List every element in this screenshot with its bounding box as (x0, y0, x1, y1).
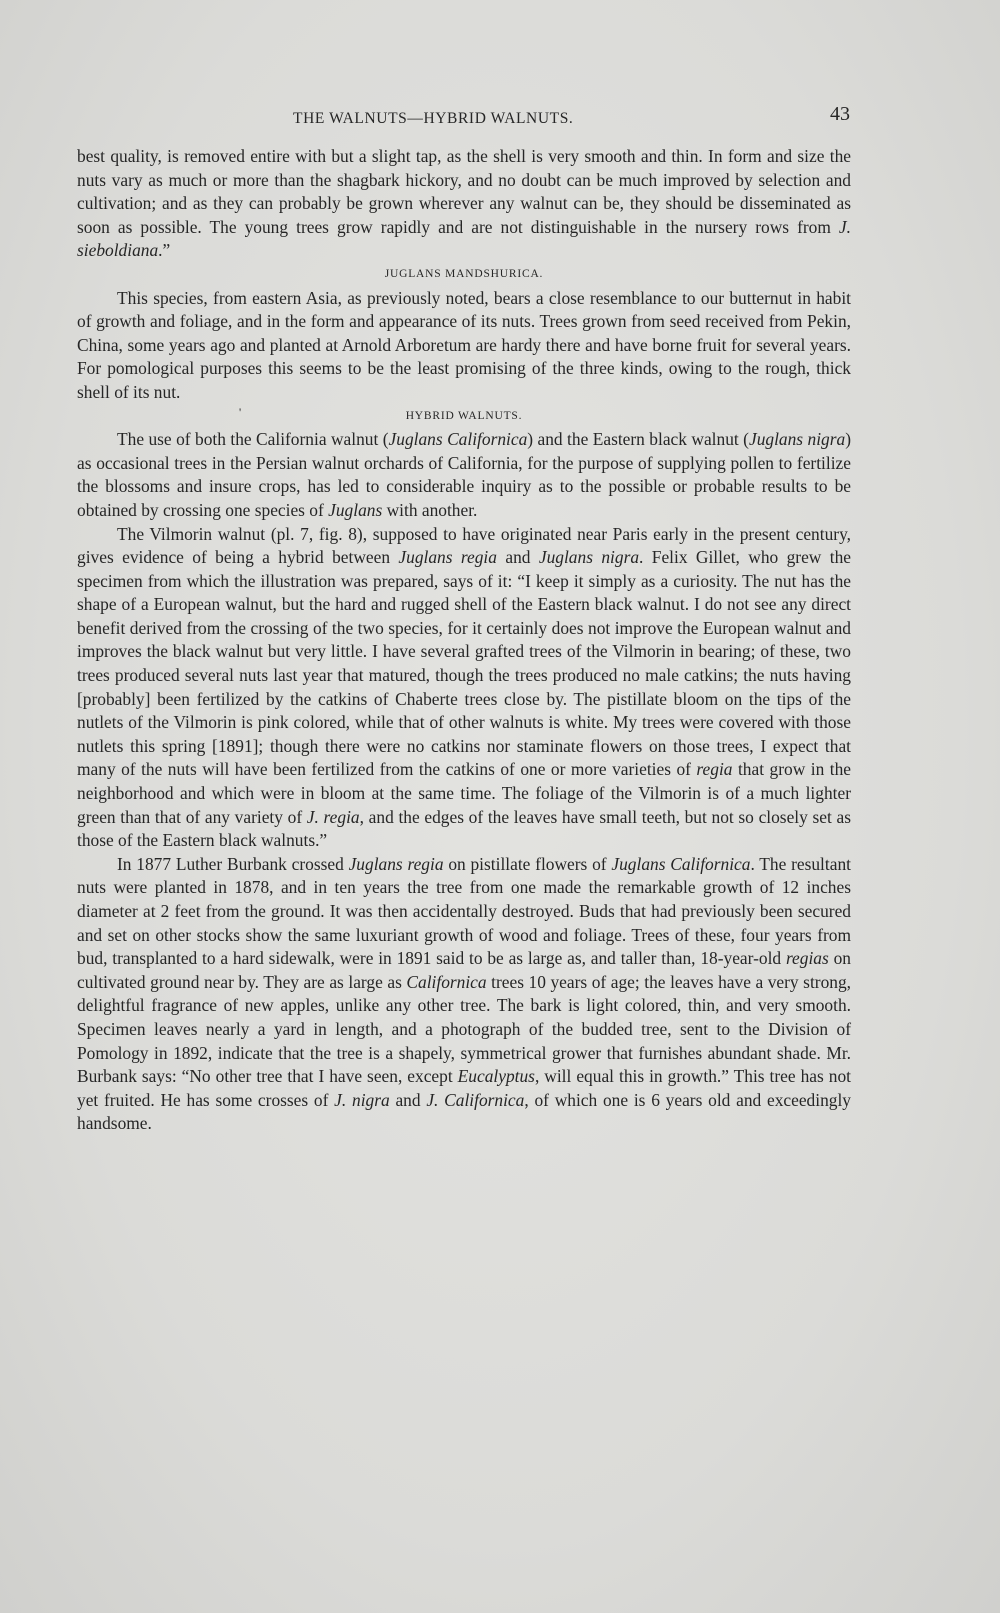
paragraph-burbank: In 1877 Luther Burbank crossed Juglans regia on pistillate flowers of Juglans Californica. The resultant nuts were planted in 1878, and in ten years the tree from one made the remarkable growth of 12 inches diameter at 2 feet from the ground. It was then accidentally destroyed. Buds that had previously been secured and set on other stocks show the same luxuriant growth of wood and foliage. Trees of these, four years from bud, transplanted to a hard sidewalk, were in 1891 said to be as large as, and taller than, 18-year-old regias on cultivated ground near by. They are as large as Californica trees 10 years of age; the leaves have a very strong, delightful fragrance of new apples, unlike any other tree. The bark is light colored, thin, and very smooth. Specimen leaves nearly a yard in length, and a photograph of the budded tree, sent to the Division of Pomology in 1892, indicate that the tree is a shapely, symmetrical grower that furnishes abundant shade. Mr. Burbank says: “No other tree that I have seen, except Eucalyptus, will equal this in growth.” This tree has not yet fruited. He has some crosses of J. nigra and J. Californica, of which one is 6 years old and exceedingly handsome. (77, 853, 852, 1134)
stray-mark: ' (239, 404, 242, 419)
body-text (77, 145, 851, 1136)
page-number: 43 (830, 103, 850, 125)
section-heading-hybrid-walnuts: ' HYBRID WALNUTS. (77, 405, 851, 429)
section-heading-juglans-mandshurica: JUGLANS MANDSHURICA. (384, 267, 544, 280)
paragraph-hybrid-intro: The use of both the California walnut (Juglans Californica) and the Eastern black walnut (Juglans nigra) as occasional trees in the Persian walnut orchards of California, for the purpose of supplying pollen to fertilize the blossoms and insure crops, has led to considerable inquiry as to the possible or probable results to be obtained by crossing one species of Juglans with another. (77, 429, 851, 520)
running-head: THE WALNUTS—HYBRID WALNUTS. (293, 110, 574, 127)
paragraph-mandshurica: This species, from eastern Asia, as previously noted, bears a close resemblance to our butternut in habit of growth and foliage, and in the form and appearance of its nuts. Trees grown from seed received from Pekin, China, some years ago and planted at Arnold Arboretum are hardy there and have borne fruit for several years. For pomological purposes this seems to be the least promising of the three kinds, owing to the rough, thick shell of its nut. (77, 287, 851, 402)
page-header (0, 103, 1000, 133)
paragraph-vilmorin: The Vilmorin walnut (pl. 7, fig. 8), supposed to have originated near Paris early in the present century, gives evidence of being a hybrid between Juglans regia and Juglans nigra. Felix Gillet, who grew the specimen from which the illustration was prepared, says of it: “I keep it simply as a curiosity. The nut has the shape of a European walnut, but the hard and rugged shell of the Eastern black walnut. I do not see any direct benefit derived from the crossing of the two species, for it certainly does not improve the European walnut and improves the black walnut but very little. I have several grafted trees of the Vilmorin in bearing; of these, two trees produced several nuts last year that matured, though the trees produced no male catkins; the nuts having [probably] been fertilized by the catkins of Chaberte trees close by. The pistillate bloom on the tips of the nutlets of the Vilmorin is pink colored, while that of other walnuts is white. My trees were covered with those nutlets this spring [1891]; though there were no catkins nor staminate flowers on those trees, I expect that many of the nuts will have been fertilized from the catkins of one or more varieties of regia that grow in the neighborhood and which were in bloom at the same time. The foliage of the Vilmorin is of a much lighter green than that of any variety of J. regia, and the edges of the leaves have small teeth, but not so closely set as those of the Eastern black walnuts.” (77, 523, 851, 851)
paragraph-continued: best quality, is removed entire with but a slight tap, as the shell is very smooth and thin. In form and size the nuts vary as much or more than the shagbark hickory, and no doubt can be much improved by selection and cultivation; and as they can probably be grown wherever any walnut can be, they should be disseminated as soon as possible. The young trees grow rapidly and are not distinguishable in the nursery rows from J. sieboldiana.” (77, 146, 851, 261)
